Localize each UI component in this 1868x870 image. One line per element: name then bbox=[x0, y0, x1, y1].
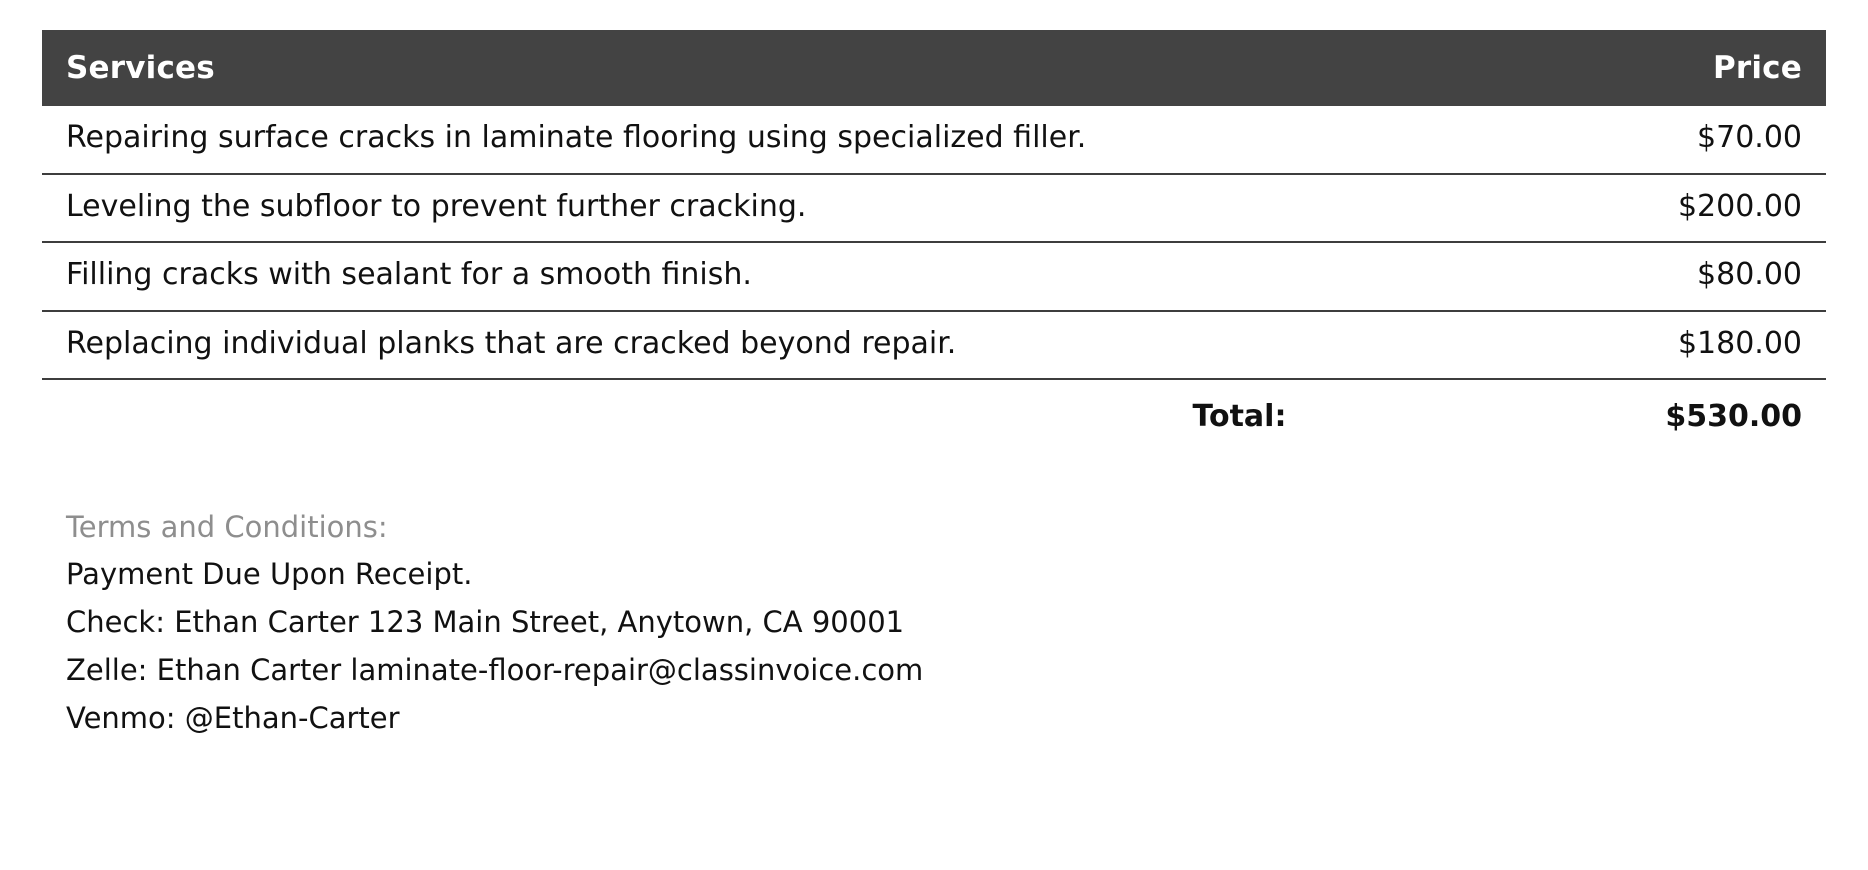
terms-line-zelle: Zelle: Ethan Carter laminate-floor-repair@classinvoice.com bbox=[66, 653, 924, 687]
service-description: Filling cracks with sealant for a smooth finish. bbox=[42, 242, 1326, 311]
terms-line-venmo: Venmo: @Ethan-Carter bbox=[66, 701, 400, 736]
column-header-services: Services bbox=[42, 30, 1326, 106]
table-row bbox=[42, 106, 1826, 174]
service-description: Repairing surface cracks in laminate flooring using specialized filler. bbox=[42, 106, 1326, 174]
total-amount: $530.00 bbox=[1665, 399, 1802, 434]
service-price: $200.00 bbox=[1326, 174, 1826, 243]
total-label: Total: bbox=[1192, 399, 1287, 434]
service-description: Replacing individual planks that are cracked beyond repair. bbox=[42, 311, 1326, 380]
terms-line-payment: Payment Due Upon Receipt. bbox=[66, 556, 473, 591]
services-price-table bbox=[42, 30, 1826, 452]
table-row bbox=[42, 242, 1826, 311]
total-row bbox=[42, 379, 1826, 452]
service-price: $70.00 bbox=[1326, 106, 1826, 174]
table-header bbox=[42, 30, 1826, 106]
table-row bbox=[42, 311, 1826, 380]
table-header-row bbox=[42, 30, 1826, 106]
table-row bbox=[42, 174, 1826, 243]
terms-heading: Terms and Conditions: bbox=[66, 509, 388, 544]
terms-and-conditions-section bbox=[42, 510, 1826, 737]
service-description: Leveling the subfloor to prevent further cracking. bbox=[42, 174, 1326, 243]
column-header-price: Price bbox=[1326, 30, 1826, 106]
service-price: $180.00 bbox=[1326, 311, 1826, 380]
service-price: $80.00 bbox=[1326, 242, 1826, 311]
terms-line-check: Check: Ethan Carter 123 Main Street, Anytown, CA 90001 bbox=[66, 604, 905, 639]
table-body bbox=[42, 106, 1826, 452]
